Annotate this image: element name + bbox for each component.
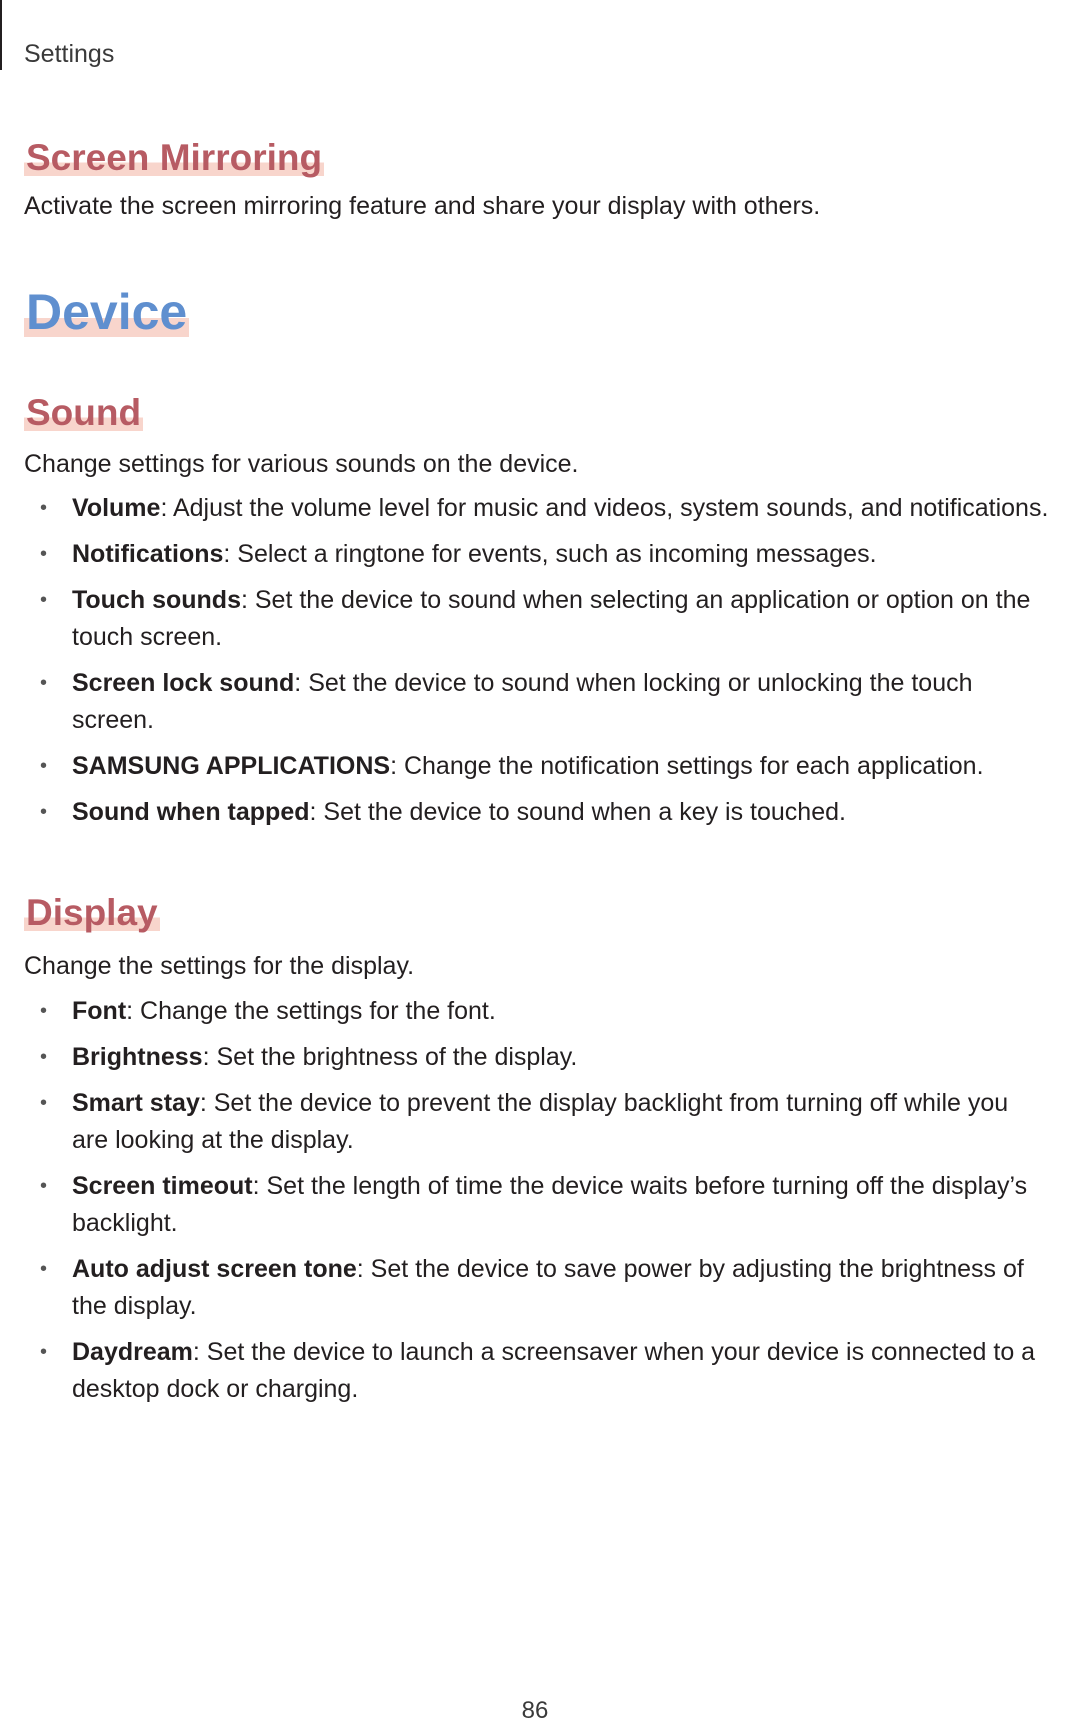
item-term: Touch sounds [72,586,241,614]
list-item-screen-lock-sound [0,665,1070,739]
item-term: Daydream [72,1338,193,1366]
item-term: Sound when tapped [72,798,310,826]
section-title-display: Display [26,892,158,933]
chapter-title-device: Device [26,284,188,340]
bullet-icon: • [40,589,48,611]
item-term: Auto adjust screen tone [72,1255,357,1283]
item-term: Notifications [72,540,224,568]
item-term: Screen timeout [72,1172,253,1200]
list-item-volume [0,490,1070,527]
section-description-sound: Change settings for various sounds on the device. [24,450,579,478]
item-term: Volume [72,494,161,522]
item-text: : Change the settings for the font. [126,997,496,1025]
item-text: : Change the notification settings for each application. [390,752,984,780]
item-text: : Set the device to save power by adjusting the brightness of the display. [72,1255,1024,1320]
item-term: Smart stay [72,1089,200,1117]
bullet-icon: • [40,1092,48,1114]
list-item-daydream [0,1334,1070,1408]
section-description-screen-mirroring: Activate the screen mirroring feature and share your display with others. [24,192,821,220]
list-item-brightness [0,1039,1070,1076]
bullet-icon: • [40,672,48,694]
page-header: Settings [24,40,115,68]
bullet-icon: • [40,543,48,565]
corner-rule [0,0,2,70]
bullet-icon: • [40,1258,48,1280]
list-item-auto-adjust-screen-tone [0,1251,1070,1325]
item-term: Screen lock sound [72,669,295,697]
bullet-icon: • [40,1341,48,1363]
item-term: SAMSUNG APPLICATIONS [72,752,391,780]
list-item-touch-sounds [0,582,1070,656]
list-item-sound-when-tapped [0,794,1070,831]
bullet-icon: • [40,497,48,519]
item-text: : Set the brightness of the display. [202,1043,578,1071]
item-text: : Set the device to launch a screensaver when your device is connected to a desktop dock or charging. [72,1338,1036,1403]
item-text: : Set the device to prevent the display backlight from turning off while you are looking at the display. [72,1089,1009,1154]
list-item-smart-stay [0,1085,1070,1159]
list-item-notifications [0,536,1070,573]
bullet-icon: • [40,801,48,823]
section-title-screen-mirroring: Screen Mirroring [26,137,323,178]
item-text: : Select a ringtone for events, such as incoming messages. [223,540,877,568]
display-settings-list [0,993,1070,1417]
item-text: : Adjust the volume level for music and videos, system sounds, and notifications. [160,494,1049,522]
item-term: Font [72,997,127,1025]
item-term: Brightness [72,1043,203,1071]
list-item-font [0,993,1070,1030]
item-text: : Set the device to sound when a key is touched. [309,798,846,826]
bullet-icon: • [40,1000,48,1022]
bullet-icon: • [40,1046,48,1068]
bullet-icon: • [40,755,48,777]
list-item-samsung-applications [0,748,1070,785]
item-text: : Set the device to sound when locking or unlocking the touch screen. [72,669,973,734]
sound-settings-list [0,490,1070,840]
section-description-display: Change the settings for the display. [24,952,415,980]
item-text: : Set the length of time the device waits before turning off the display’s backlight. [72,1172,1028,1237]
item-text: : Set the device to sound when selecting an application or option on the touch screen. [72,586,1031,651]
page-number: 86 [521,1697,549,1724]
bullet-icon: • [40,1175,48,1197]
list-item-screen-timeout [0,1168,1070,1242]
section-title-sound: Sound [26,392,142,433]
